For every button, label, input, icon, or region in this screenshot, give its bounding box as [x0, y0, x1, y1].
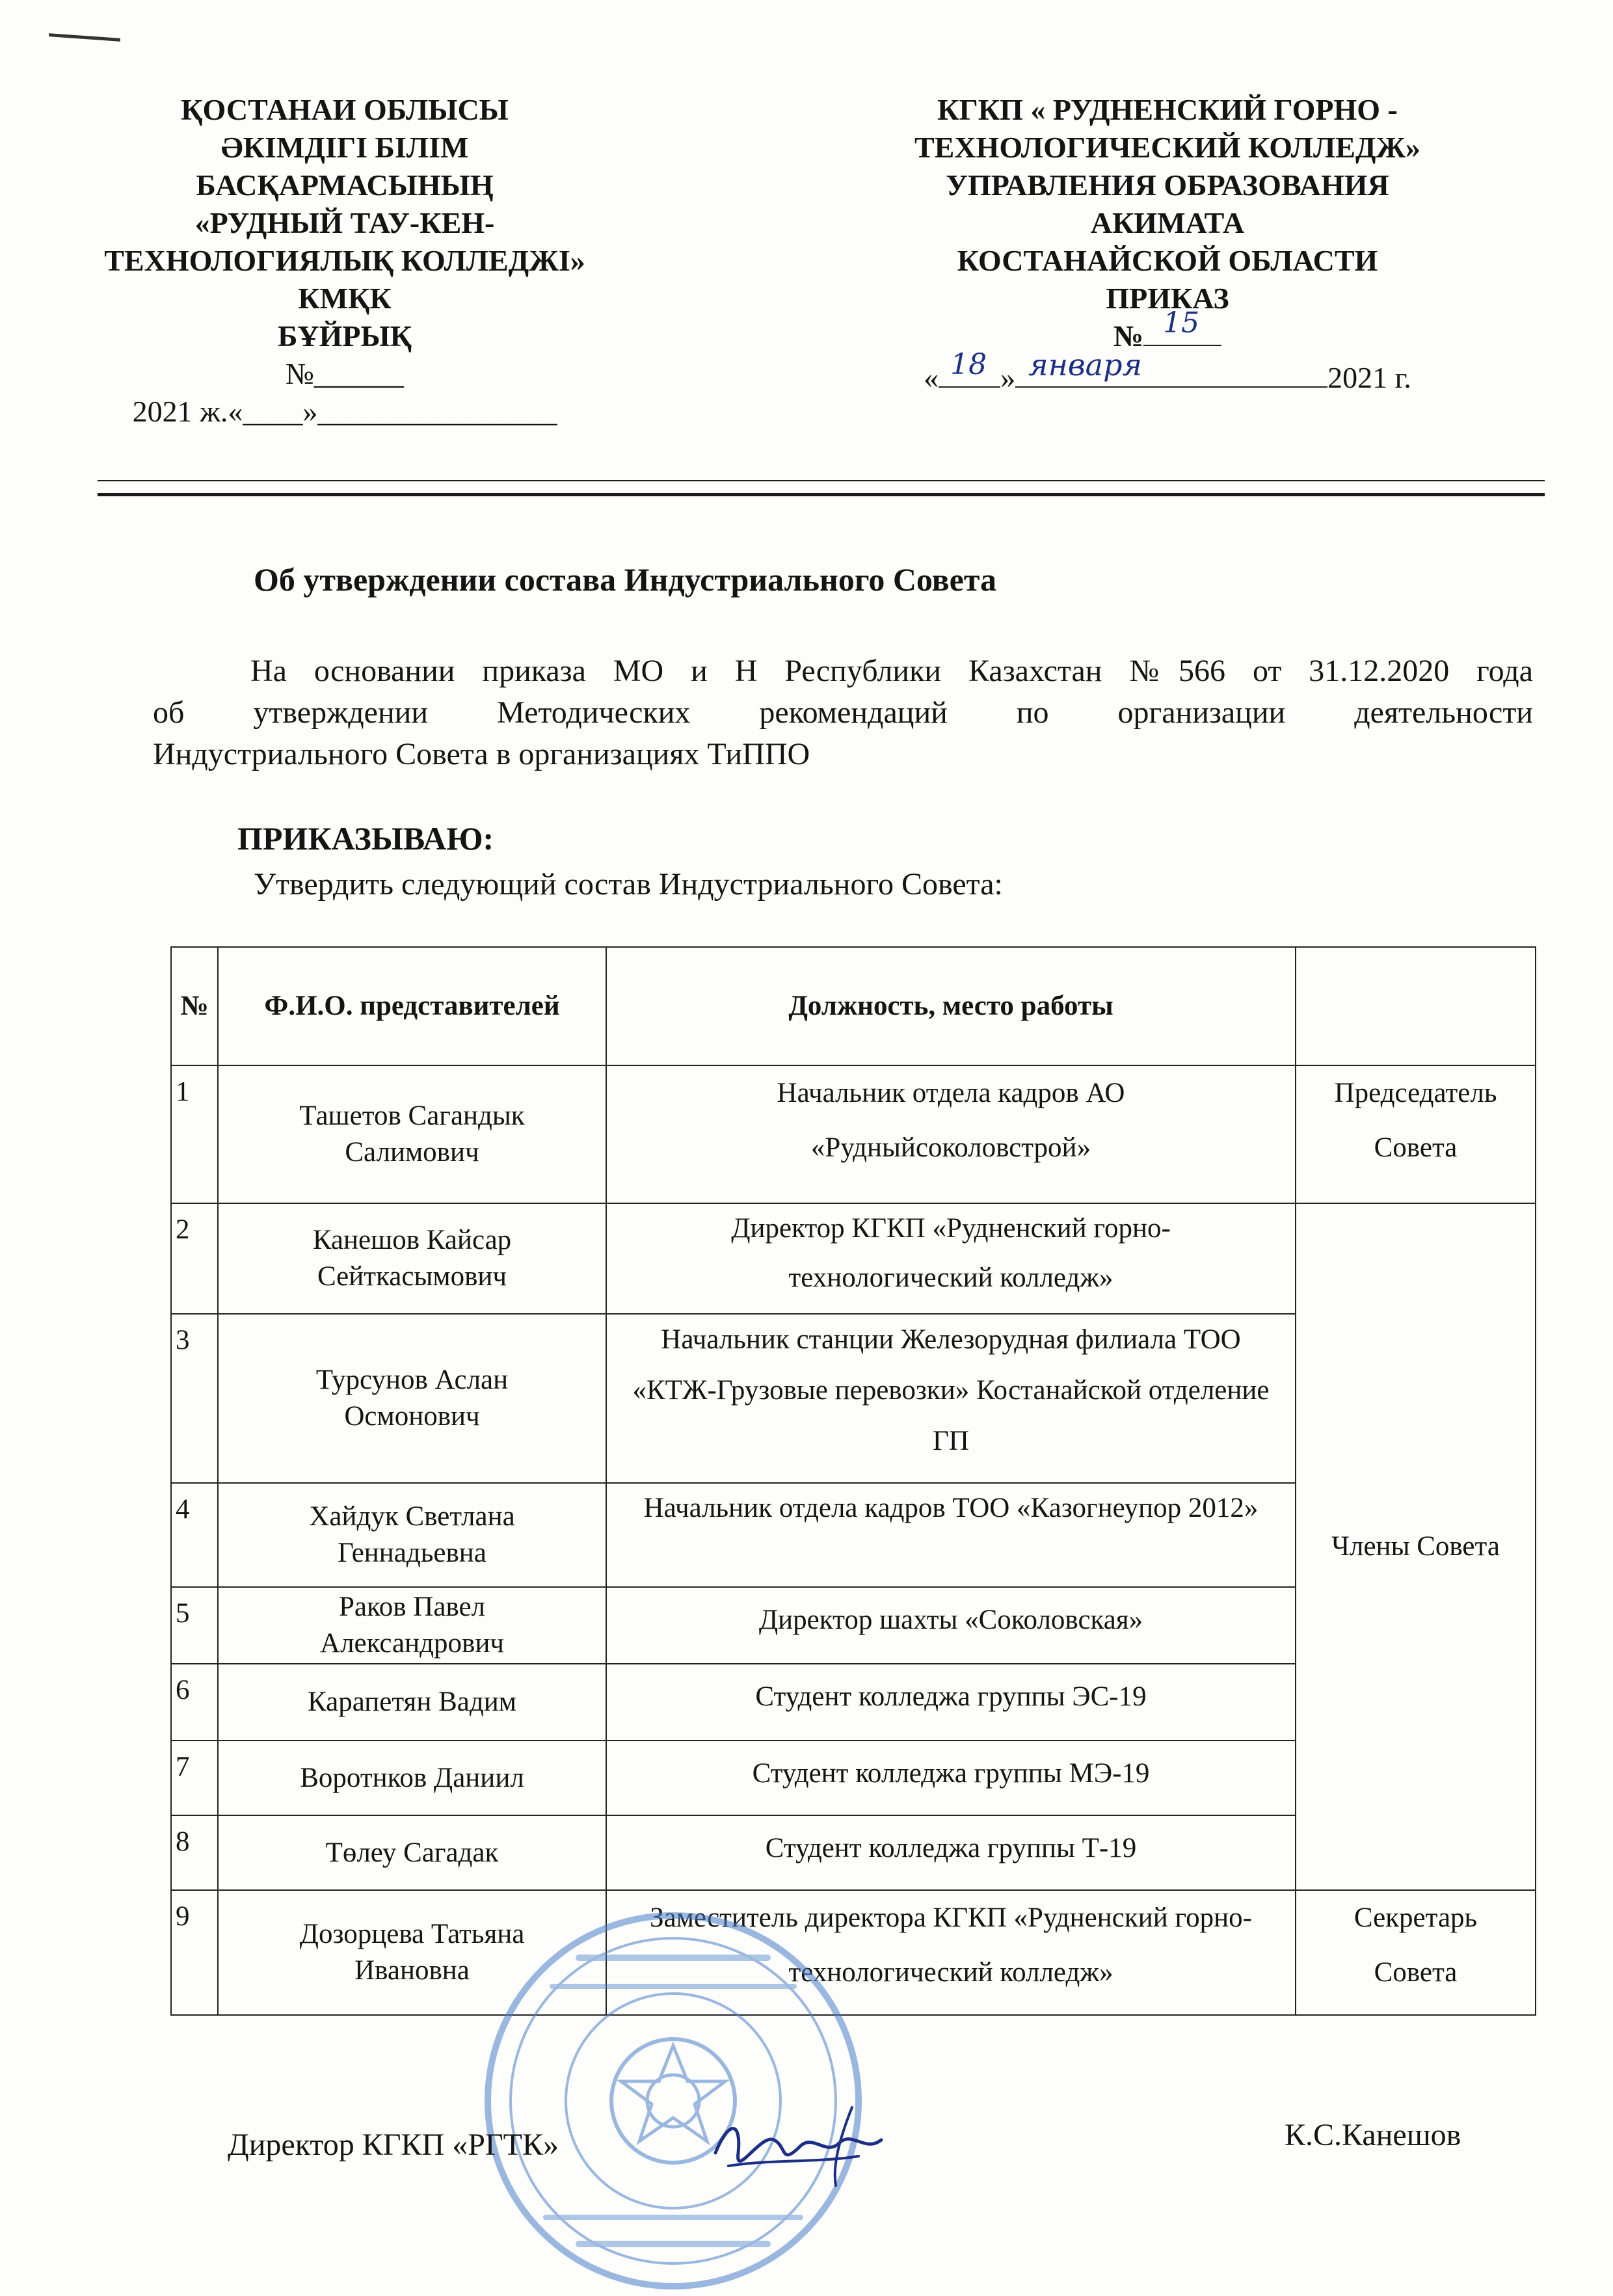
- member-name: Төлеу Сагадак: [218, 1815, 606, 1890]
- row-number: 4: [171, 1483, 218, 1587]
- row-number: 9: [171, 1890, 218, 2015]
- header-ru: [833, 91, 1502, 397]
- date-open-quote: «: [924, 361, 939, 394]
- member-position: Начальник отдела кадров АО «Рудныйсоколовстрой»: [606, 1065, 1296, 1203]
- handwritten-number: 15: [1163, 306, 1200, 340]
- row-number: 5: [171, 1587, 218, 1664]
- signature-title: Директор КГКП «РГТК»: [228, 2128, 559, 2162]
- header-ru-line: КГКП « РУДНЕНСКИЙ ГОРНО -: [937, 93, 1398, 126]
- member-position: Начальник станции Железорудная филиала ТОО «КТЖ-Грузовые перевозки» Костанайской отделение ГП: [606, 1314, 1296, 1483]
- member-name: Дозорцева Татьяна Ивановна: [218, 1890, 606, 2015]
- member-position: Директор шахты «Соколовская»: [606, 1587, 1296, 1664]
- row-number: 1: [171, 1065, 218, 1203]
- header-ru-date: [833, 347, 1502, 397]
- signatory-name: К.С.Канешов: [1285, 2118, 1461, 2152]
- date-close-quote: »: [1000, 361, 1016, 394]
- header-kz: [85, 91, 605, 431]
- member-name: Канешов Кайсар Сейткасымович: [218, 1203, 606, 1314]
- basis-line: На основании приказа МО и Н Республики Казахстан №566 от 31.12.2020 года: [250, 654, 1533, 688]
- header-rule-thin: [98, 480, 1545, 481]
- council-table: [170, 946, 1536, 2016]
- column-header-number: №: [171, 947, 218, 1065]
- member-name: Турсунов Аслан Осмонович: [218, 1314, 606, 1483]
- member-name: Хайдук Светлана Геннадьевна: [218, 1483, 606, 1587]
- header-kz-line: «РУДНЫЙ ТАУ-КЕН-: [194, 206, 495, 239]
- header-ru-number: [833, 306, 1502, 355]
- member-position: Студент колледжа группы МЭ-19: [606, 1741, 1296, 1815]
- header-ru-line: ТЕХНОЛОГИЧЕСКИЙ КОЛЛЕДЖ»: [914, 131, 1421, 164]
- row-number: 7: [171, 1741, 218, 1815]
- row-number: 2: [171, 1203, 218, 1314]
- header-ru-line: ПРИКАЗ: [1106, 282, 1229, 315]
- scan-mark: [49, 33, 120, 42]
- header-kz-line: ӘКІМДІГІ БІЛІМ: [220, 131, 469, 164]
- header-ru-line: АКИМАТА: [1090, 206, 1245, 239]
- member-position: Студент колледжа группы ЭС-19: [606, 1664, 1296, 1741]
- header-kz-line: ҚОСТАНАИ ОБЛЫСЫ: [181, 93, 509, 126]
- member-role: Секретарь Совета: [1296, 1890, 1536, 2015]
- handwritten-signature: [702, 2094, 898, 2192]
- header-ru-line: УПРАВЛЕНИЯ ОБРАЗОВАНИЯ: [946, 168, 1389, 202]
- document-title: Об утверждении состава Индустриального Совета: [254, 561, 997, 598]
- column-header-name: Ф.И.О. представителей: [218, 947, 606, 1065]
- basis-line: об утверждении Методических рекомендаций по организации деятельности: [153, 695, 1533, 730]
- header-kz-line: БҰЙРЫҚ: [277, 319, 412, 353]
- basis-paragraph: [153, 650, 1533, 775]
- header-kz-line: КМҚК: [298, 282, 392, 315]
- member-name: Карапетян Вадим: [218, 1664, 606, 1741]
- table-row: [171, 1203, 1536, 1314]
- header-kz-line: ТЕХНОЛОГИЯЛЫҚ КОЛЛЕДЖІ»: [104, 244, 585, 277]
- member-position: Начальник отдела кадров ТОО «Казогнеупор 2012»: [606, 1483, 1296, 1587]
- member-position: Студент колледжа группы Т-19: [606, 1815, 1296, 1890]
- basis-line: Индустриального Совета в организациях ТиППО: [153, 737, 810, 771]
- member-position: Директор КГКП «Рудненский горно-технологический колледж»: [606, 1203, 1296, 1314]
- member-role: Члены Совета: [1296, 1203, 1536, 1890]
- member-name: Раков Павел Александрович: [218, 1587, 606, 1664]
- table-header-row: [171, 947, 1536, 1065]
- column-header-position: Должность, место работы: [606, 947, 1296, 1065]
- table-row: [171, 1065, 1536, 1203]
- handwritten-month: января: [1028, 347, 1143, 382]
- header-kz-line: БАСҚАРМАСЫНЫҢ: [196, 168, 494, 202]
- member-name: Воротнков Даниил: [218, 1741, 606, 1815]
- date-year: 2021 г.: [1327, 361, 1411, 394]
- member-name: Ташетов Сагандык Салимович: [218, 1065, 606, 1203]
- member-role: Председатель Совета: [1296, 1065, 1536, 1203]
- header-rule-thick: [98, 493, 1545, 496]
- column-header-role: [1296, 947, 1536, 1065]
- row-number: 3: [171, 1314, 218, 1483]
- header-ru-line: КОСТАНАЙСКОЙ ОБЛАСТИ: [957, 244, 1378, 277]
- order-word: ПРИКАЗЫВАЮ:: [237, 820, 494, 857]
- header-kz-date: 2021 ж.«____»________________: [132, 395, 557, 428]
- header-kz-number: №______: [286, 357, 404, 390]
- handwritten-day: 18: [950, 348, 987, 381]
- number-prefix: №: [1113, 319, 1144, 353]
- row-number: 6: [171, 1664, 218, 1741]
- row-number: 8: [171, 1815, 218, 1890]
- member-position: Заместитель директора КГКП «Рудненский горно-технологический колледж»: [606, 1890, 1296, 2015]
- order-text: Утвердить следующий состав Индустриального Совета:: [254, 867, 1003, 901]
